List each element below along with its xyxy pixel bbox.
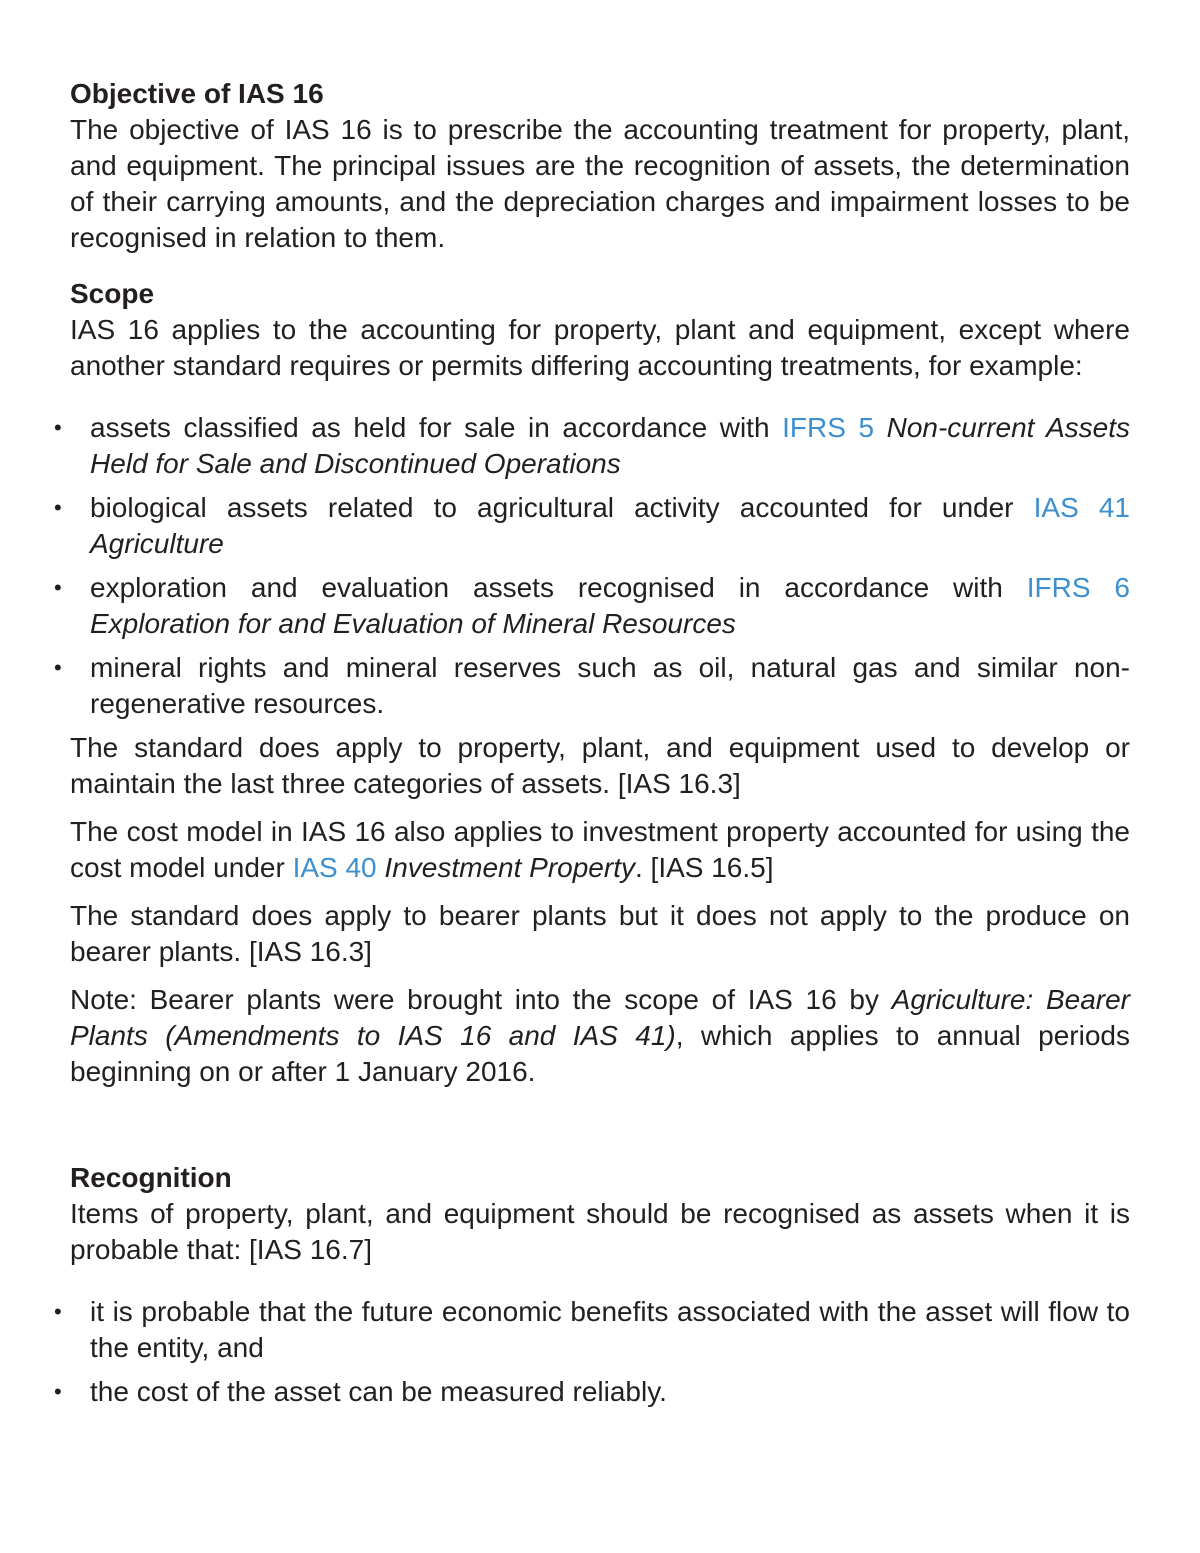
standard-title: Investment Property	[384, 852, 635, 883]
list-item	[54, 1374, 1130, 1410]
recognition-heading: Recognition	[70, 1162, 232, 1193]
paragraph-text: . [IAS 16.5]	[634, 852, 774, 883]
recognition-intro: Items of property, plant, and equipment should be recognised as assets when it is probable that: [IAS 16.7]	[70, 1198, 1130, 1265]
paragraph-text: The cost model in IAS 16 also applies to investment property accounted for using the cost model under	[70, 816, 1130, 883]
ias-40-link[interactable]: IAS 40	[292, 852, 377, 883]
scope-note-paragraph	[70, 982, 1130, 1090]
scope-heading: Scope	[70, 278, 155, 309]
standard-title: Non-current Assets Held for Sale and Discontinued Operations	[90, 412, 1130, 479]
bullet-icon: •	[54, 415, 62, 440]
ifrs-6-link[interactable]: IFRS 6	[1026, 572, 1130, 603]
list-item-text: biological assets related to agricultural activity accounted for under	[90, 492, 1034, 523]
bullet-icon: •	[54, 655, 62, 680]
objective-paragraph: The objective of IAS 16 is to prescribe the accounting treatment for property, plant, and equipment. The principal issues are the recognition of assets, the determination of their carrying amounts, and the depreciation charges and impairment losses to be recognised in relation to them.	[70, 114, 1130, 253]
amendment-title: Agriculture: Bearer Plants (Amendments to IAS 16 and IAS 41)	[70, 984, 1131, 1051]
recognition-criteria-list	[54, 1294, 1130, 1410]
list-item	[54, 1294, 1130, 1366]
scope-intro: IAS 16 applies to the accounting for property, plant and equipment, except where another standard requires or permits differing accounting treatments, for example:	[70, 314, 1130, 381]
standard-title: Exploration for and Evaluation of Mineral Resources	[90, 608, 736, 639]
ias-41-link[interactable]: IAS 41	[1033, 492, 1131, 523]
paragraph-text: Note: Bearer plants were brought into the scope of IAS 16 by	[70, 984, 892, 1015]
standard-title: Agriculture	[90, 528, 224, 559]
bullet-icon: •	[54, 1379, 62, 1404]
list-item	[54, 410, 1130, 482]
list-item-text: assets classified as held for sale in accordance with	[90, 412, 783, 443]
document-content	[54, 76, 1131, 1418]
scope-exceptions-list	[54, 410, 1131, 722]
list-item-text: exploration and evaluation assets recognised in accordance with	[90, 572, 1027, 603]
list-item-text: it is probable that the future economic benefits associated with the asset will flow to the entity, and	[90, 1296, 1130, 1363]
objective-heading: Objective of IAS 16	[70, 78, 324, 109]
scope-bearer-paragraph: The standard does apply to bearer plants but it does not apply to the produce on bearer plants. [IAS 16.3]	[70, 900, 1130, 967]
bullet-icon: •	[54, 575, 62, 600]
paragraph-text: , which applies to annual periods beginning on or after 1 January 2016.	[70, 1020, 1130, 1087]
ifrs-5-link[interactable]: IFRS 5	[782, 412, 875, 443]
list-item	[54, 490, 1131, 562]
bullet-icon: •	[54, 1299, 62, 1324]
list-item	[54, 650, 1130, 722]
scope-develop-paragraph: The standard does apply to property, plant, and equipment used to develop or maintain the last three categories of assets. [IAS 16.3]	[70, 732, 1130, 799]
bullet-icon: •	[54, 495, 62, 520]
list-item-text: mineral rights and mineral reserves such as oil, natural gas and similar non-regenerative resources.	[90, 652, 1130, 719]
list-item-text: the cost of the asset can be measured reliably.	[90, 1376, 667, 1407]
scope-cost-model-paragraph	[70, 814, 1130, 886]
list-item	[54, 570, 1130, 642]
